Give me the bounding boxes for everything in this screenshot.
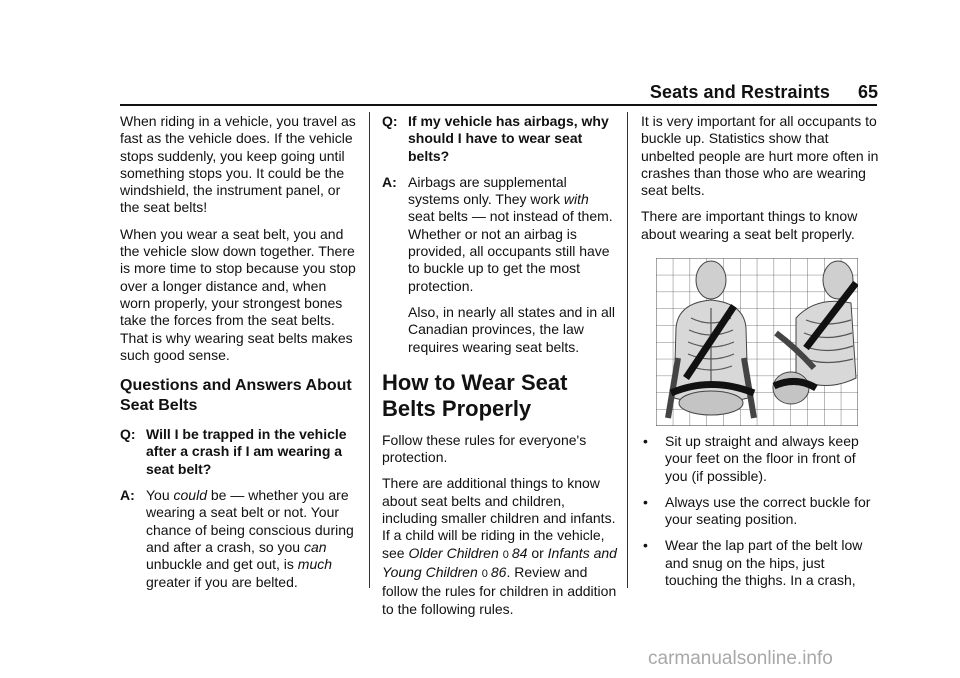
xref-page-number: 86 xyxy=(490,563,507,580)
section-title: Seats and Restraints xyxy=(649,82,830,102)
page-ref-icon: 0 xyxy=(502,548,509,561)
paragraph: When riding in a vehicle, you travel as fast as the vehicle does. If the vehicle stops suddenly, you keep going until something stops you. It could be the windshield, the instrument panel, or the seat belts! xyxy=(120,113,356,216)
answer-block xyxy=(120,487,360,591)
section-heading: Questions and Answers About Seat Belts xyxy=(120,377,352,415)
paragraph: When you wear a seat belt, you and the vehicle slow down together. There is more time to stop because you stop over a longer distance and, when worn properly, your strongest bones take the forces from the seat belts. That is why wearing seat belts makes such good sense. xyxy=(120,225,356,363)
header-rule xyxy=(120,104,877,106)
answer-paragraph: Also, in nearly all states and in all Canadian provinces, the law requires wearing seat belts. xyxy=(408,303,615,355)
question-text: If my vehicle has airbags, why should I have to wear seat belts? xyxy=(408,113,609,164)
text-span: seat belts — not instead of them. Whether or not an airbag is provided, all occupants still have to buckle up to get the most protection. xyxy=(408,208,613,294)
column-2 xyxy=(382,113,619,627)
bullet-list-container xyxy=(641,433,879,598)
bullet-icon: • xyxy=(643,433,648,449)
xref-infants-link[interactable]: Infants and Young Children xyxy=(382,544,617,580)
list-item xyxy=(641,433,879,485)
text-span: unbuckle and get out, is xyxy=(146,556,298,573)
seat-belt-illustration xyxy=(656,258,858,426)
text-span: You xyxy=(146,487,174,504)
answer-block xyxy=(382,174,619,356)
paragraph: There are important things to know about wearing a seat belt properly. xyxy=(641,208,858,242)
question-label: Q: xyxy=(120,426,136,443)
text-span: be — whether you are wearing a seat belt or not. Your chance of being conscious during and after a crash, so you xyxy=(146,487,354,555)
paragraph xyxy=(382,475,619,617)
paragraph: It is very important for all occupants to buckle up. Statistics show that unbelted people are hurt more often in crashes than those who are wearing seat belts. xyxy=(641,113,879,199)
column-3 xyxy=(641,113,879,252)
list-item-text: Wear the lap part of the belt low and snug on the hips, just touching the thighs. In a crash, xyxy=(665,537,863,589)
bullet-list xyxy=(641,433,879,589)
question-text: Will I be trapped in the vehicle after a crash if I am wearing a seat belt? xyxy=(146,426,347,477)
text-span: greater if you are belted. xyxy=(146,573,298,590)
xref-older-children-link[interactable]: Older Children xyxy=(408,544,499,561)
answer-label: A: xyxy=(120,487,135,504)
column-1 xyxy=(120,113,360,600)
question-block xyxy=(382,113,619,165)
question-label: Q: xyxy=(382,113,398,129)
xref-page-number: 84 xyxy=(511,544,528,561)
answer-text xyxy=(146,487,360,591)
bullet-icon: • xyxy=(643,537,648,554)
list-item xyxy=(641,494,879,529)
list-item-text: Always use the correct buckle for your seating position. xyxy=(665,493,871,528)
watermark: carmanualsonline.info xyxy=(648,648,833,669)
paragraph: Follow these rules for everyone's protection. xyxy=(382,431,587,466)
emphasis: could xyxy=(173,487,207,504)
text-span: Airbags are supplemental systems only. They work xyxy=(408,173,567,208)
text-span: There are additional things to know about seat belts and children, including smaller children and infants. If a child will be riding in the vehicle, see xyxy=(382,475,616,561)
emphasis: with xyxy=(563,191,589,208)
answer-label: A: xyxy=(382,173,397,190)
section-heading: How to Wear Seat Belts Properly xyxy=(382,369,568,421)
text-span: . Review and follow the rules for children in addition to the following rules. xyxy=(382,563,617,617)
column-divider xyxy=(627,112,628,588)
page-number: 65 xyxy=(857,82,878,102)
column-divider xyxy=(369,112,370,588)
list-item xyxy=(641,537,879,589)
text-span: or xyxy=(527,544,548,561)
emphasis: much xyxy=(297,556,333,573)
question-block xyxy=(120,426,360,478)
bullet-icon: • xyxy=(643,493,648,510)
emphasis: can xyxy=(303,538,327,555)
list-item-text: Sit up straight and always keep your feet on the floor in front of you (if possible). xyxy=(665,433,859,484)
answer-text xyxy=(408,174,619,356)
page-ref-icon: 0 xyxy=(481,567,488,580)
